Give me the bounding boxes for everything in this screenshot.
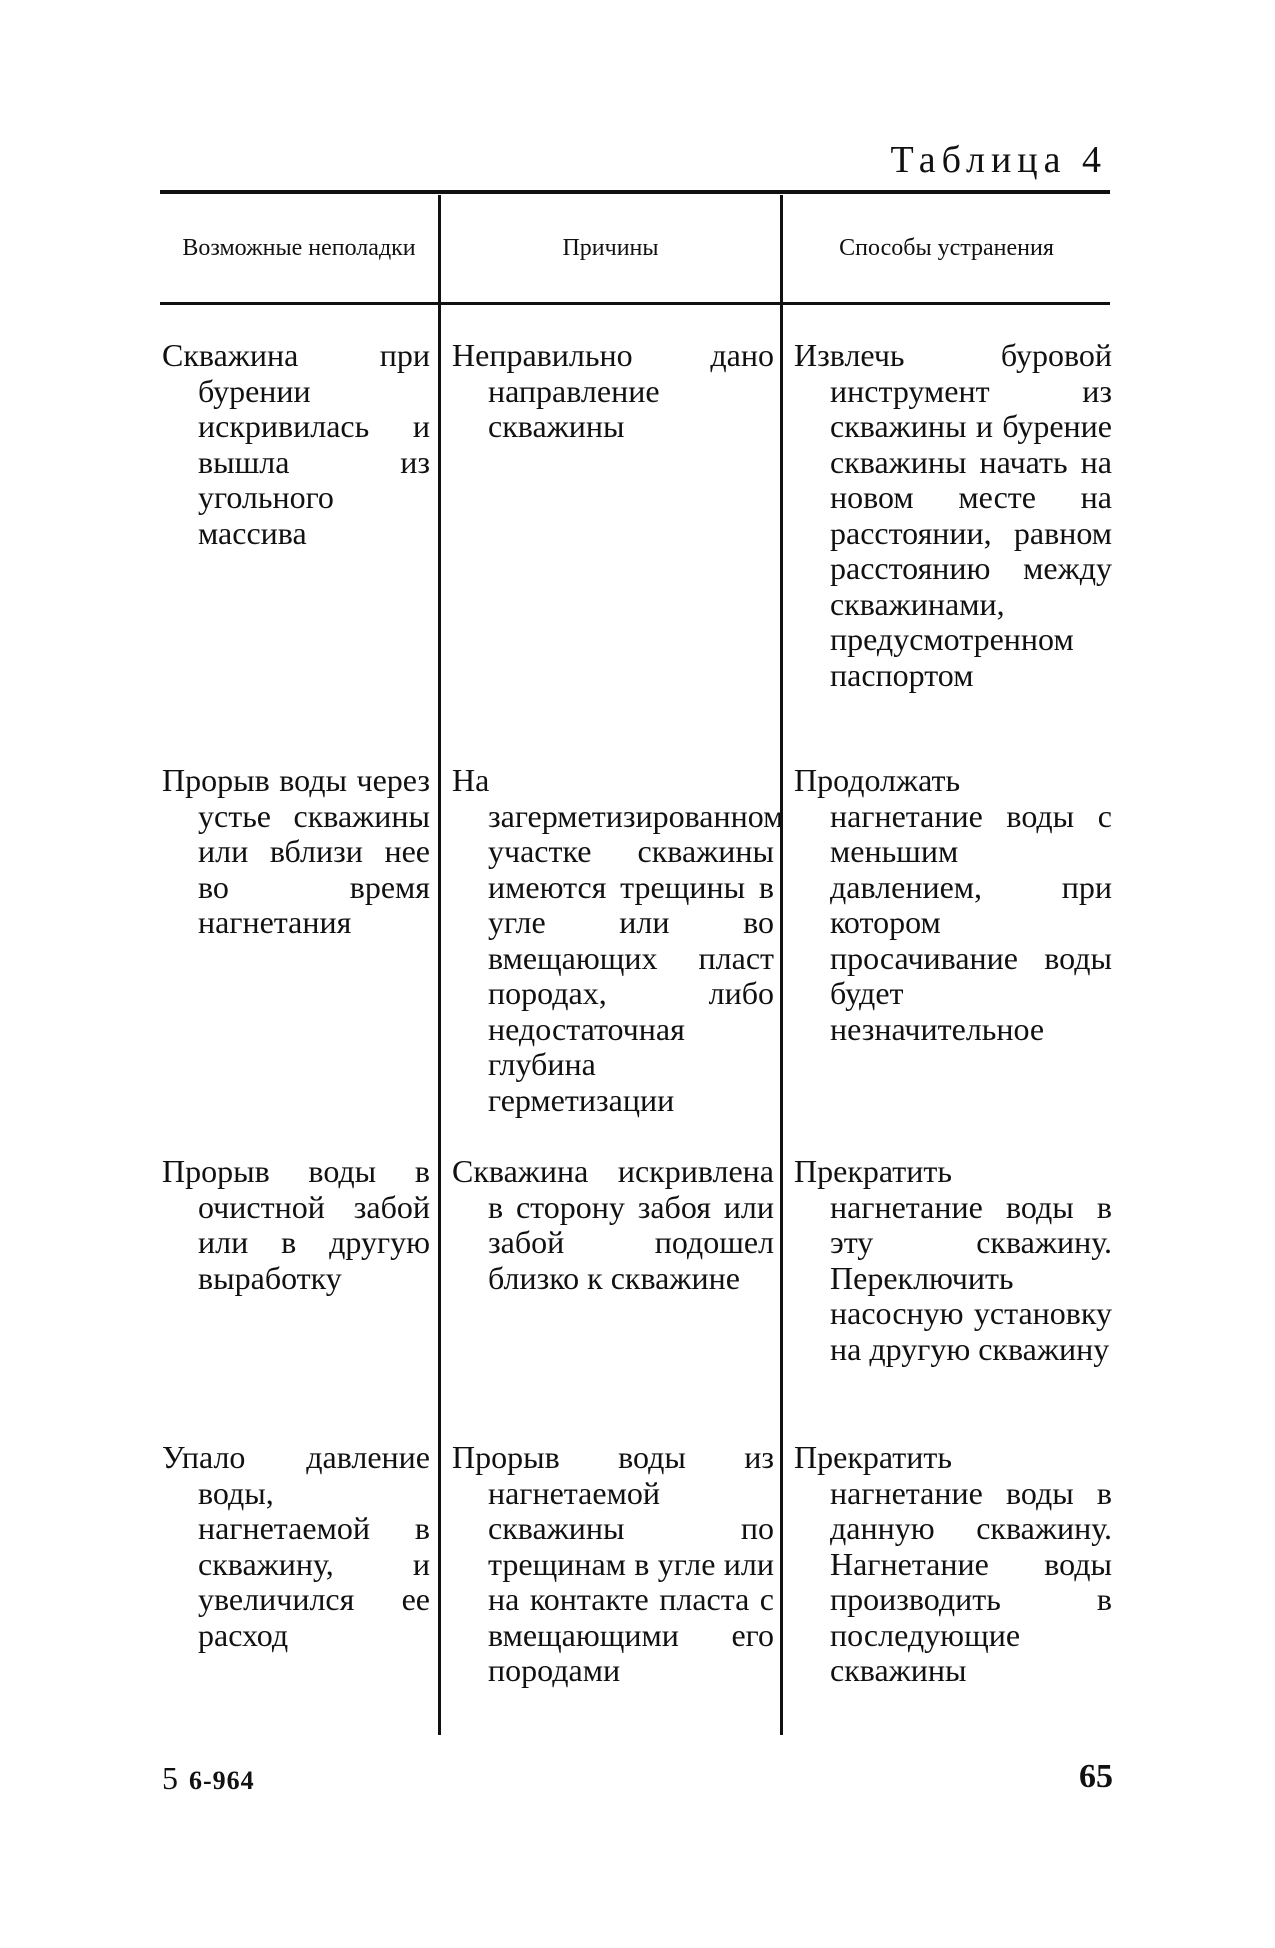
cause-cell: Неправильно дано направление скважины: [452, 337, 774, 444]
remedy-cell: Прекратить нагнетание воды в эту скважину. Переключить насосную установку на другую скважину: [794, 1153, 1112, 1367]
cause-cell: Скважина искривлена в сторону забоя или забой подошел близко к скважине: [452, 1153, 774, 1296]
remedy-cell: Извлечь буровой инструмент из скважины и бурение скважины начать на новом месте на расстоянии, равном расстоянию между скважинами, предусмотренном паспортом: [794, 337, 1112, 693]
table-top-rule: [160, 190, 1110, 194]
fault-cell: Прорыв воды через устье скважины или вблизи нее во время нагнетания: [162, 762, 430, 940]
header-faults: Возможные неполадки: [182, 235, 416, 261]
signature-number: 5: [162, 1760, 179, 1796]
fault-cell: Упало давление воды, нагнетаемой в скважину, и увеличился ее расход: [162, 1439, 430, 1653]
page-number: 65: [1079, 1758, 1113, 1795]
remedy-cell: Прекратить нагнетание воды в данную скважину. Нагнетание воды производить в последующие скважины: [794, 1439, 1112, 1688]
signature-mark: [162, 1760, 255, 1797]
table-title: Таблица 4: [890, 139, 1107, 181]
column-divider-1: [438, 195, 441, 1735]
cause-cell: Прорыв воды из нагнетаемой скважины по трещинам в угле или на контакте пласта с вмещающими его породами: [452, 1439, 774, 1688]
fault-cell: Прорыв воды в очистной забой или в другую выработку: [162, 1153, 430, 1296]
column-divider-2: [780, 195, 783, 1735]
fault-cell: Скважина при бурении искривилась и вышла из угольного массива: [162, 337, 430, 551]
print-code: 6-964: [189, 1766, 255, 1795]
cause-cell: На загерметизированном участке скважины имеются трещины в угле или во вмещающих пласт породах, либо недостаточная глубина герметизации: [452, 762, 784, 1118]
header-causes: Причины: [562, 235, 659, 261]
remedy-cell: Продолжать нагнетание воды с меньшим давлением, при котором просачивание воды будет незначительное: [794, 762, 1112, 1047]
table-header-rule: [160, 302, 1110, 305]
header-remedies: Способы устранения: [839, 235, 1054, 261]
